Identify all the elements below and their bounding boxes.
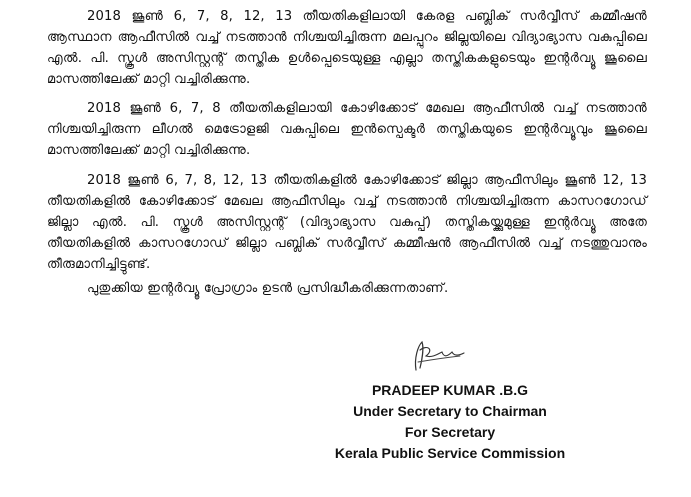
- signatory-designation: Under Secretary to Chairman: [353, 403, 547, 419]
- paragraph-4: [47, 278, 647, 299]
- paragraph-1: [47, 6, 647, 90]
- paragraph-1-text: 2018 ജൂൺ 6, 7, 8, 12, 13 തീയതികളിലായി കേരള പബ്ലിക് സർവ്വീസ് കമ്മീഷൻ ആസ്ഥാന ആഫീസിൽ വച്ച് നടത്താൻ നിശ്ചയിച്ചിരുന്ന മലപ്പുറം ജില്ലയിലെ വിദ്യാഭ്യാസ വകുപ്പിലെ എൽ. പി. സ്കൂൾ അസിസ്റ്റന്റ് തസ്തിക ഉൾപ്പെടെയുള്ള എല്ലാ തസ്തികകളുടെയും ഇന്റർവ്യൂ ജൂലൈ മാസത്തിലേക്ക് മാറ്റി വച്ചിരിക്കുന്നു.: [47, 9, 647, 87]
- paragraph-2: [47, 98, 647, 161]
- signatory-name: PRADEEP KUMAR .B.G: [371, 382, 529, 398]
- signature-block: [300, 380, 600, 464]
- paragraph-3: [47, 170, 647, 275]
- handwritten-signature-icon: [408, 336, 468, 376]
- paragraph-3-text: 2018 ജൂൺ 6, 7, 8, 12, 13 തീയതികളിൽ കോഴിക്കോട് ജില്ലാ ആഫീസിലും ജൂൺ 12, 13 തീയതികളിൽ കോഴിക്കോട് മേഖല ആഫീസിലും വച്ച് നടത്താൻ നിശ്ചയിച്ചിരുന്ന കാസറഗോഡ് ജില്ലാ എൽ. പി. സ്കൂൾ അസിസ്റ്റന്റ് (വിദ്യാഭ്യാസ വകുപ്പ്) തസ്തികയ്ക്കുമുള്ള ഇന്റർവ്യൂ അതേ തീയതികളിൽ കാസറഗോഡ് ജില്ലാ പബ്ലിക് സർവ്വീസ് കമ്മീഷൻ ആഫീസിൽ വച്ച് നടത്തുവാനും തീരുമാനിച്ചിട്ടുണ്ട്.: [47, 173, 647, 272]
- paragraph-4-text: പുതുക്കിയ ഇന്റർവ്യൂ പ്രോഗ്രാം ഉടൻ പ്രസിദ്ധീകരിക്കുന്നതാണ്.: [87, 281, 449, 296]
- paragraph-2-text: 2018 ജൂൺ 6, 7, 8 തീയതികളിലായി കോഴിക്കോട് മേഖല ആഫീസിൽ വച്ച് നടത്താൻ നിശ്ചയിച്ചിരുന്ന ലീഗൽ മെട്രോളജി വകുപ്പിലെ ഇൻസ്പെക്ടർ തസ്തികയുടെ ഇന്റർവ്യൂവും ജൂലൈ മാസത്തിലേക്ക് മാറ്റി വച്ചിരിക്കുന്നു.: [47, 101, 647, 158]
- signatory-for-line: For Secretary: [404, 424, 496, 440]
- signatory-organization: Kerala Public Service Commission: [334, 445, 566, 461]
